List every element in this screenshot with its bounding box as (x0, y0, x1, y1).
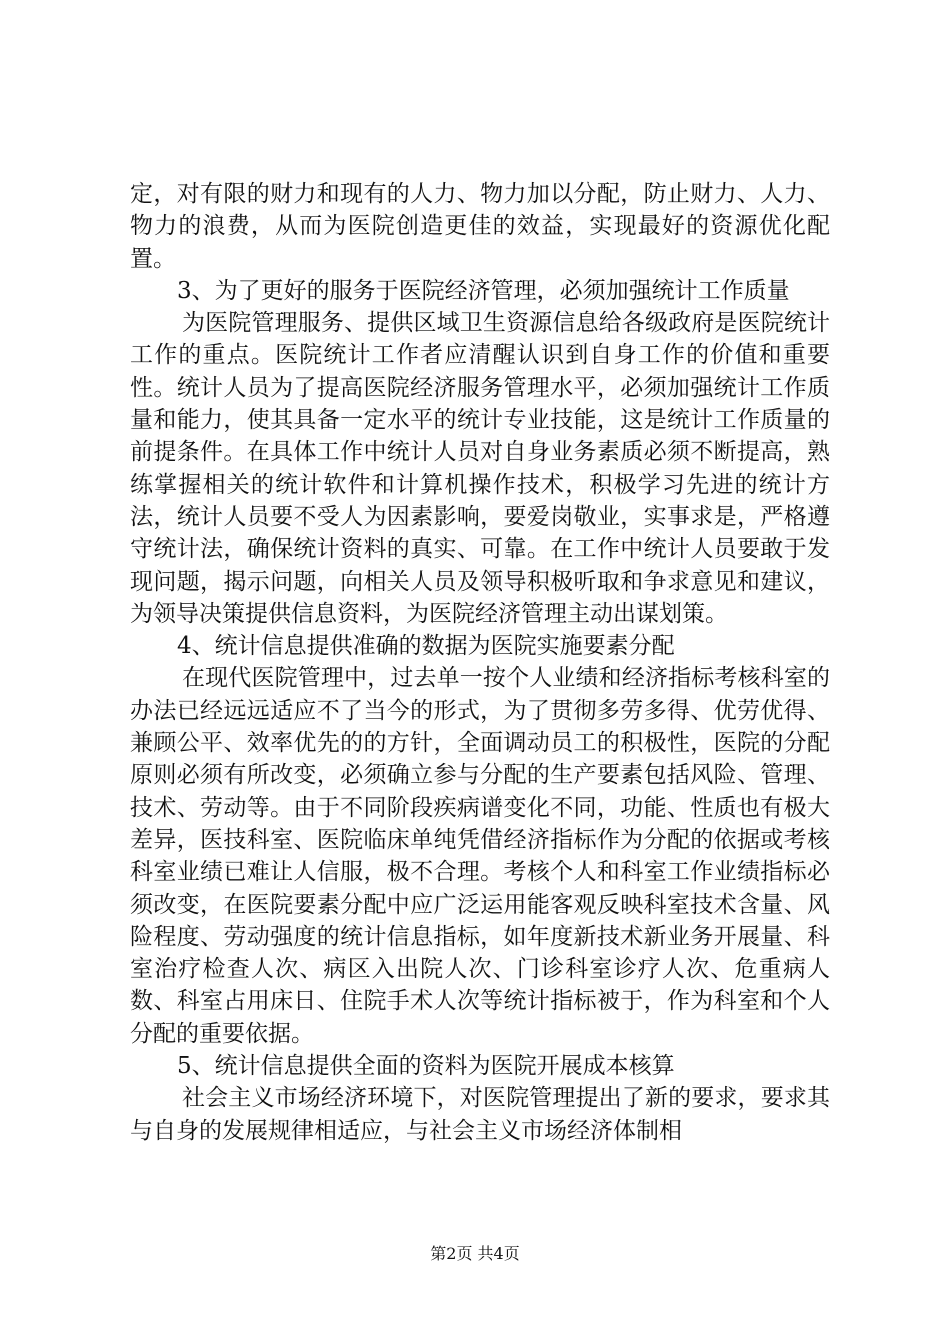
section-heading-3: 3、为了更好的服务于医院经济管理，必须加强统计工作质量 (177, 277, 790, 304)
paragraph-statistics-quality: 为医院管理服务、提供区域卫生资源信息给各级政府是医院统计工作的重点。医院统计工作者应清醒认识到自身工作的价值和重要性。统计人员为了提高医院经济服务管理水平，必须加强统计工作质量和能力，使其具备一定水平的统计专业技能，这是统计工作质量的前提条件。在具体工作中统计人员对自身业务素质必须不断提高，熟练掌握相关的统计软件和计算机操作技术，积极学习先进的统计方法，统计人员要不受人为因素影响，要爱岗敬业，实事求是，严格遵守统计法，确保统计资料的真实、可靠。在工作中统计人员要敢于发现问题，揭示问题，向相关人员及领导积极听取和争求意见和建议，为领导决策提供信息资料，为医院经济管理主动出谋划策。 (130, 310, 830, 627)
section-heading-5: 5、统计信息提供全面的资料为医院开展成本核算 (177, 1053, 675, 1080)
page-footer: 第2页 共4页 (430, 1244, 520, 1263)
paragraph-factor-distribution: 在现代医院管理中，过去单一按个人业绩和经济指标考核科室的办法已经远远适应不了当今的形式，为了贯彻多劳多得、优劳优得、兼顾公平、效率优先的的方针，全面调动员工的积极性，医院的分配原则必须有所改变，必须确立参与分配的生产要素包括风险、管理、技术、劳动等。由于不同阶段疾病谱变化不同，功能、性质也有极大差异，医技科室、医院临床单纯凭借经济指标作为分配的依据或考核科室业绩已难让人信服，极不合理。考核个人和科室工作业绩指标必须改变，在医院要素分配中应广泛运用能客观反映科室技术含量、风险程度、劳动强度的统计信息指标，如年度新技术新业务开展量、科室治疗检查人次、病区入出院人次、门诊科室诊疗人次、危重病人数、科室占用床日、住院手术人次等统计指标被于，作为科室和个人分配的重要依据。 (130, 665, 830, 1047)
paragraph-cost-accounting: 社会主义市场经济环境下，对医院管理提出了新的要求，要求其与自身的发展规律相适应，与社会主义市场经济体制相 (130, 1085, 830, 1144)
section-heading-4: 4、统计信息提供准确的数据为医院实施要素分配 (177, 633, 675, 660)
paragraph-continued: 定，对有限的财力和现有的人力、物力加以分配，防止财力、人力、物力的浪费，从而为医院创造更佳的效益，实现最好的资源优化配置。 (130, 181, 830, 272)
body-text (130, 178, 830, 1147)
